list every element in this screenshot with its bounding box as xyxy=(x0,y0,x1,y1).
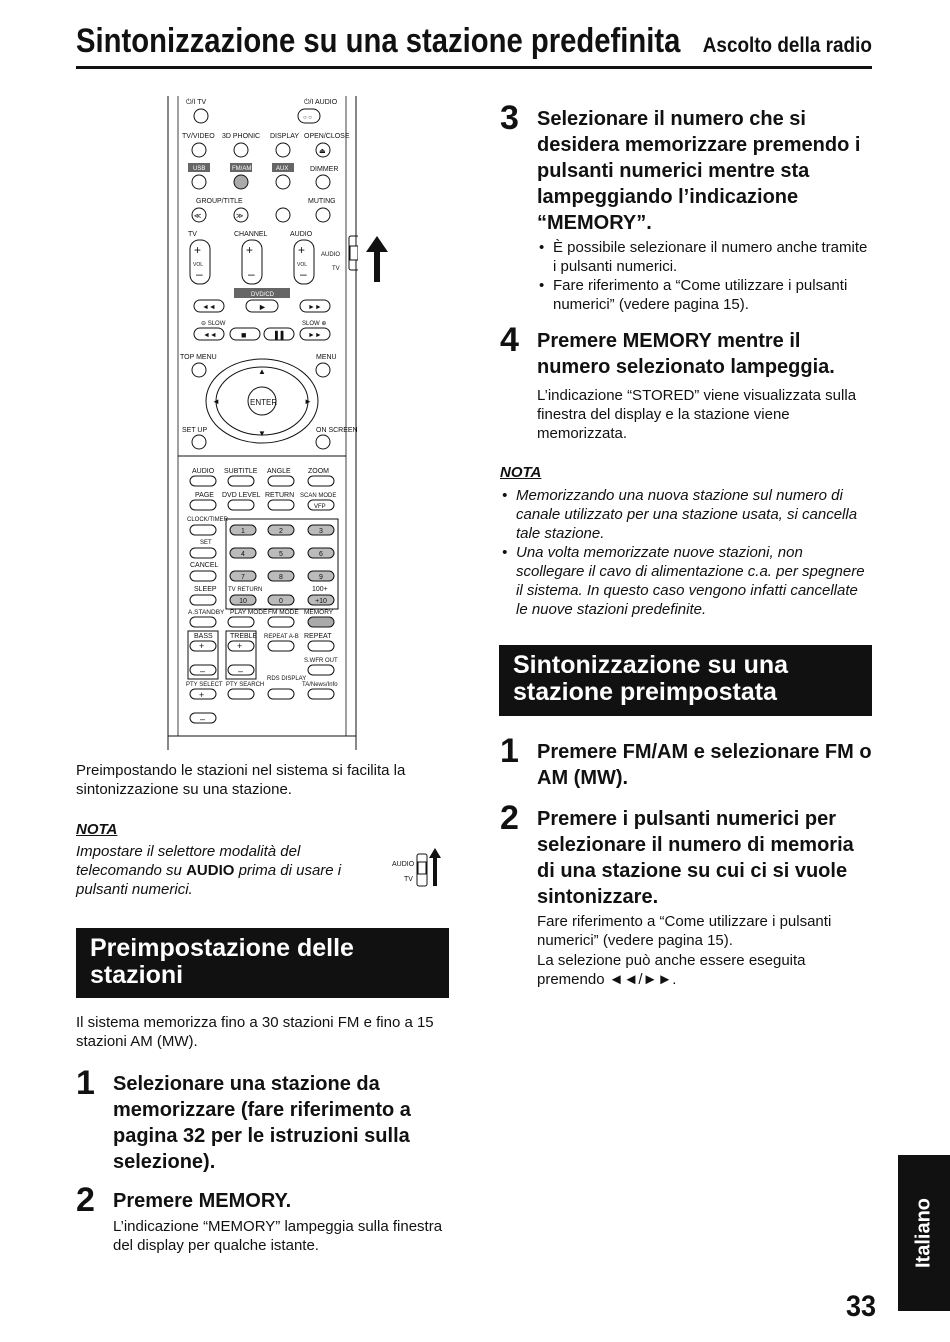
memory-label: MEMORY xyxy=(304,609,334,616)
step3-bullets xyxy=(537,238,872,314)
digit-key-label: 1 xyxy=(241,528,245,535)
step-number: 3 xyxy=(500,99,519,137)
svg-text:+: + xyxy=(237,641,243,651)
zoom-label: ZOOM xyxy=(308,468,329,475)
bullet-item: • È possibile selezionare il numero anche tramite i pulsanti numerici. xyxy=(537,238,872,276)
aux-label: AUX xyxy=(276,166,289,172)
step-heading: Premere i pulsanti numerici per selezionare il numero di memoria di una stazione su cui ci si vuole sintonizzare. xyxy=(537,808,854,908)
muting-label: MUTING xyxy=(308,198,336,205)
tvvideo-label: TV/VIDEO xyxy=(182,133,215,140)
digit-key-label: 3 xyxy=(319,528,323,535)
page-label: PAGE xyxy=(195,492,214,499)
svg-text:–: – xyxy=(200,714,206,724)
svg-text:+: + xyxy=(298,243,306,257)
svg-text:◄◄: ◄◄ xyxy=(203,332,217,339)
switch-audio-text: AUDIO xyxy=(392,861,415,868)
svg-text:◄◄: ◄◄ xyxy=(202,304,216,311)
repeatab-label: REPEAT A-B xyxy=(264,634,299,640)
section-label: Ascolto della radio xyxy=(702,34,872,57)
tvreturn-label: TV RETURN xyxy=(228,587,263,593)
hundred-label: 100+ xyxy=(312,586,328,593)
svg-text:►►: ►► xyxy=(308,332,322,339)
return-label: RETURN xyxy=(265,492,295,499)
nota-heading: NOTA xyxy=(76,821,118,838)
svg-text:–: – xyxy=(248,267,255,281)
menu-label: MENU xyxy=(316,354,337,361)
svg-text:–: – xyxy=(238,666,244,676)
onscreen-label: ON SCREEN xyxy=(316,427,358,434)
svg-text:⏏: ⏏ xyxy=(319,148,326,155)
step-number: 1 xyxy=(500,732,519,770)
bass-label: BASS xyxy=(194,633,213,640)
step-number: 2 xyxy=(76,1181,95,1219)
switch-audio-label: AUDIO xyxy=(321,252,341,258)
digit-key-label: 4 xyxy=(241,551,245,558)
step-number: 2 xyxy=(500,799,519,837)
openclose-label: OPEN/CLOSE xyxy=(304,133,350,140)
svg-text:▼: ▼ xyxy=(258,429,266,438)
ptyselect-label: PTY SELECT xyxy=(186,682,223,688)
svg-text:▲: ▲ xyxy=(258,367,266,376)
swfrout-label: S.WFR OUT xyxy=(304,658,338,664)
topmenu-label: TOP MENU xyxy=(180,354,217,361)
tv-power-label: ⏻/I TV xyxy=(186,99,207,106)
nota-list xyxy=(500,486,872,619)
b-audio-label: AUDIO xyxy=(192,468,215,475)
intro-text: Preimpostando le stazioni nel sistema si facilita la sintonizzazione su una stazione. xyxy=(76,762,406,798)
step-number: 1 xyxy=(76,1064,95,1102)
up-arrow-icon xyxy=(366,236,388,282)
tv-label: TV xyxy=(188,231,197,238)
digit-key-label: 2 xyxy=(279,528,283,535)
usb-label: USB xyxy=(193,166,206,172)
nota-item: • Una volta memorizzate nuove stazioni, non scollegare il cavo di alimentazione c.a. per spegnere il sistema. In questo caso vengono infatti cancellate le nuove stazioni predefinite. xyxy=(500,543,872,619)
ptysearch-label: PTY SEARCH xyxy=(226,682,265,688)
grouptitle-label: GROUP/TITLE xyxy=(196,198,243,205)
dimmer-label: DIMMER xyxy=(310,166,339,173)
cancel-label: CANCEL xyxy=(190,562,219,569)
digit-key-label: 5 xyxy=(279,551,283,558)
digit-key-label: 6 xyxy=(319,551,323,558)
svg-text:≪: ≪ xyxy=(194,213,202,220)
svg-text:–: – xyxy=(300,267,307,281)
audio-label: AUDIO xyxy=(290,231,313,238)
step-body: Fare riferimento a “Come utilizzare i pulsanti numerici” (vedere pagina 15). xyxy=(537,913,832,949)
channel-label: CHANNEL xyxy=(234,231,268,238)
header-rule xyxy=(76,66,872,69)
svg-text:◄: ◄ xyxy=(212,397,220,406)
nota-text: Impostare il selettore modalità del telecomando su AUDIO prima di usare i pulsanti numerici. xyxy=(76,843,342,898)
playmode-label: PLAY MODE xyxy=(230,609,268,616)
step-heading: Premere MEMORY mentre il numero selezionato lampeggia. xyxy=(537,330,835,378)
step-body: L’indicazione “STORED” viene visualizzata sulla finestra del display e la stazione viene memorizzata. xyxy=(537,387,857,442)
fmam-label: FM/AM xyxy=(232,166,252,172)
dvdcd-label: DVD/CD xyxy=(251,292,275,298)
clocktimer-label: CLOCK/TIMER xyxy=(187,517,229,523)
mode-switch-icon xyxy=(388,848,444,888)
digit-key-label: 10 xyxy=(239,598,247,605)
nota-heading: NOTA xyxy=(500,464,542,481)
svg-text:►: ► xyxy=(258,302,267,312)
tanews-label: TA/News/Info xyxy=(302,682,338,688)
digit-key-label: 8 xyxy=(279,574,283,581)
svg-text:+: + xyxy=(246,243,254,257)
astandby-label: A.STANDBY xyxy=(188,609,225,616)
set-label: SET xyxy=(200,540,212,546)
banner-preimpostazione: Preimpostazione delle stazioni xyxy=(76,928,449,998)
svg-text:+: + xyxy=(199,690,205,700)
svg-text:+: + xyxy=(194,243,202,257)
svg-text:■: ■ xyxy=(241,330,247,340)
display-label: DISPLAY xyxy=(270,133,300,140)
step-body: L’indicazione “MEMORY” lampeggia sulla finestra del display per qualche istante. xyxy=(113,1218,443,1254)
vol-label-2: VOL xyxy=(297,262,308,268)
step-heading: Selezionare il numero che si desidera memorizzare premendo i pulsanti numerici mentre sta lampeggiando l’indicazione “MEMORY”. xyxy=(537,108,861,234)
vfp-label: VFP xyxy=(314,504,326,510)
step-body: La selezione può anche essere eseguita premendo ◄◄/►►. xyxy=(537,952,806,988)
sleep-label: SLEEP xyxy=(194,586,217,593)
enter-label: ENTER xyxy=(250,398,278,407)
subtitle-label: SUBTITLE xyxy=(224,468,258,475)
step-heading: Premere MEMORY. xyxy=(113,1190,292,1212)
step-number: 4 xyxy=(500,321,519,359)
switch-tv-text: TV xyxy=(404,876,413,883)
audio-power-label: ⏻/I AUDIO xyxy=(304,99,338,106)
banner-sintonizzazione: Sintonizzazione su una stazione preimpostata xyxy=(499,645,872,716)
svg-text:+: + xyxy=(199,641,205,651)
slow-plus-label: SLOW ⊕ xyxy=(302,321,327,327)
treble-label: TREBLE xyxy=(230,633,258,640)
repeat-label: REPEAT xyxy=(304,633,332,640)
digit-keys xyxy=(230,525,334,605)
capacity-text: Il sistema memorizza fino a 30 stazioni FM e fino a 15 stazioni AM (MW). xyxy=(76,1014,434,1050)
setup-label: SET UP xyxy=(182,427,208,434)
angle-label: ANGLE xyxy=(267,468,291,475)
phonic-label: 3D PHONIC xyxy=(222,133,261,140)
svg-text:○ ○: ○ ○ xyxy=(303,115,312,121)
svg-text:►►: ►► xyxy=(308,304,322,311)
digit-key-label: 7 xyxy=(241,574,245,581)
switch-tv-label: TV xyxy=(332,266,340,272)
remote-control-illustration xyxy=(166,96,358,750)
scanmode-label: SCAN MODE xyxy=(300,493,337,499)
step-heading: Premere FM/AM e selezionare FM o AM (MW). xyxy=(537,741,872,789)
nota-item: • Memorizzando una nuova stazione sul numero di canale utilizzato per una stazione usata, si cancella tale stazione. xyxy=(500,486,872,543)
bullet-item: • Fare riferimento a “Come utilizzare i pulsanti numerici” (vedere pagina 15). xyxy=(537,276,872,314)
svg-text:≫: ≫ xyxy=(236,213,244,220)
svg-text:–: – xyxy=(196,267,203,281)
slow-minus-label: ⊖ SLOW xyxy=(201,321,226,327)
svg-text:►: ► xyxy=(304,397,312,406)
fmmode-label: FM MODE xyxy=(268,609,299,616)
dvdlevel-label: DVD LEVEL xyxy=(222,492,261,499)
rdsdisplay-label: RDS DISPLAY xyxy=(267,676,307,682)
svg-text:▌▌: ▌▌ xyxy=(275,331,287,340)
vol-label: VOL xyxy=(193,262,204,268)
language-tab xyxy=(898,1155,950,1311)
svg-text:–: – xyxy=(200,666,206,676)
digit-key-label: 0 xyxy=(279,598,283,605)
page-number: 33 xyxy=(846,1290,877,1323)
digit-key-label: 9 xyxy=(319,574,323,581)
digit-key-label: +10 xyxy=(315,598,327,605)
language-label: Italiano xyxy=(912,1197,935,1269)
step-heading: Selezionare una stazione da memorizzare (fare riferimento a pagina 32 per le istruzioni sulla selezione). xyxy=(113,1073,411,1173)
page-title: Sintonizzazione su una stazione predefinita xyxy=(76,22,681,60)
